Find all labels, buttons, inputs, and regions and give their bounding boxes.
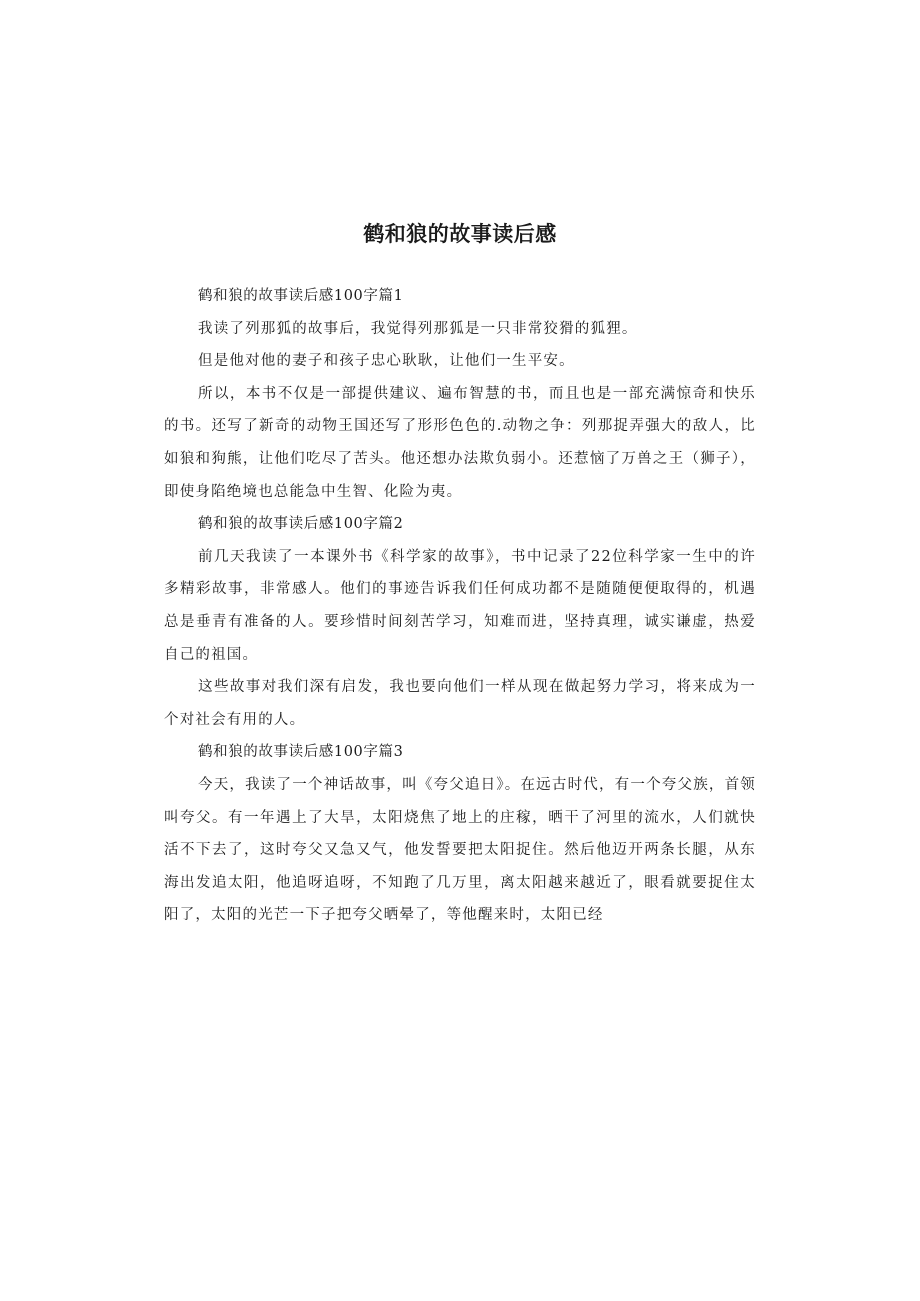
- section-heading: 鹤和狼的故事读后感100字篇1: [198, 288, 404, 304]
- paragraph: 这些故事对我们深有启发，我也要向他们一样从现在做起努力学习，将来成为一个对社会有用的人。: [164, 679, 756, 728]
- paragraph: 我读了列那狐的故事后，我觉得列那狐是一只非常狡猾的狐狸。: [198, 320, 638, 337]
- section-heading: 鹤和狼的故事读后感100字篇3: [198, 744, 404, 761]
- section-1: [164, 280, 756, 508]
- paragraph: 所以，本书不仅是一部提供建议、遍布智慧的书，而且也是一部充满惊奇和快乐的书。还写了新奇的动物王国还写了形形色色的.动物之争：列那捉弄强大的敌人，比如狼和狗熊，让他们吃尽了苦头。他还想办法欺负弱小。还惹恼了万兽之王（狮子），即使身陷绝境也总能急中生智、化险为夷。: [164, 385, 756, 500]
- paragraph: 今天，我读了一个神话故事，叫《夸父追日》。在远古时代，有一个夸父族，首领叫夸父。有一年遇上了大旱，太阳烧焦了地上的庄稼，晒干了河里的流水，人们就快活不下去了，这时夸父又急又气，他发誓要把太阳捉住。然后他迈开两条长腿，从东海出发追太阳，他追呀追呀，不知跑了几万里，离太阳越来越近了，眼看就要捉住太阳了，太阳的光芒一下子把夸父晒晕了，等他醒来时，太阳已经: [164, 776, 756, 924]
- paragraph: 前几天我读了一本课外书《科学家的故事》，书中记录了22位科学家一生中的许多精彩故事，非常感人。他们的事迹告诉我们任何成功都不是随随便便取得的，机遇总是垂青有准备的人。要珍惜时间刻苦学习，知难而进，坚持真理，诚实谦虚，热爱自己的祖国。: [164, 548, 756, 663]
- document-body: [164, 280, 756, 932]
- section-3: [164, 736, 756, 932]
- paragraph: 但是他对他的妻子和孩子忠心耿耿，让他们一生平安。: [198, 353, 575, 370]
- section-heading: 鹤和狼的故事读后感100字篇2: [198, 516, 404, 533]
- page-title: 鹤和狼的故事读后感: [363, 222, 557, 246]
- section-2: [164, 508, 756, 736]
